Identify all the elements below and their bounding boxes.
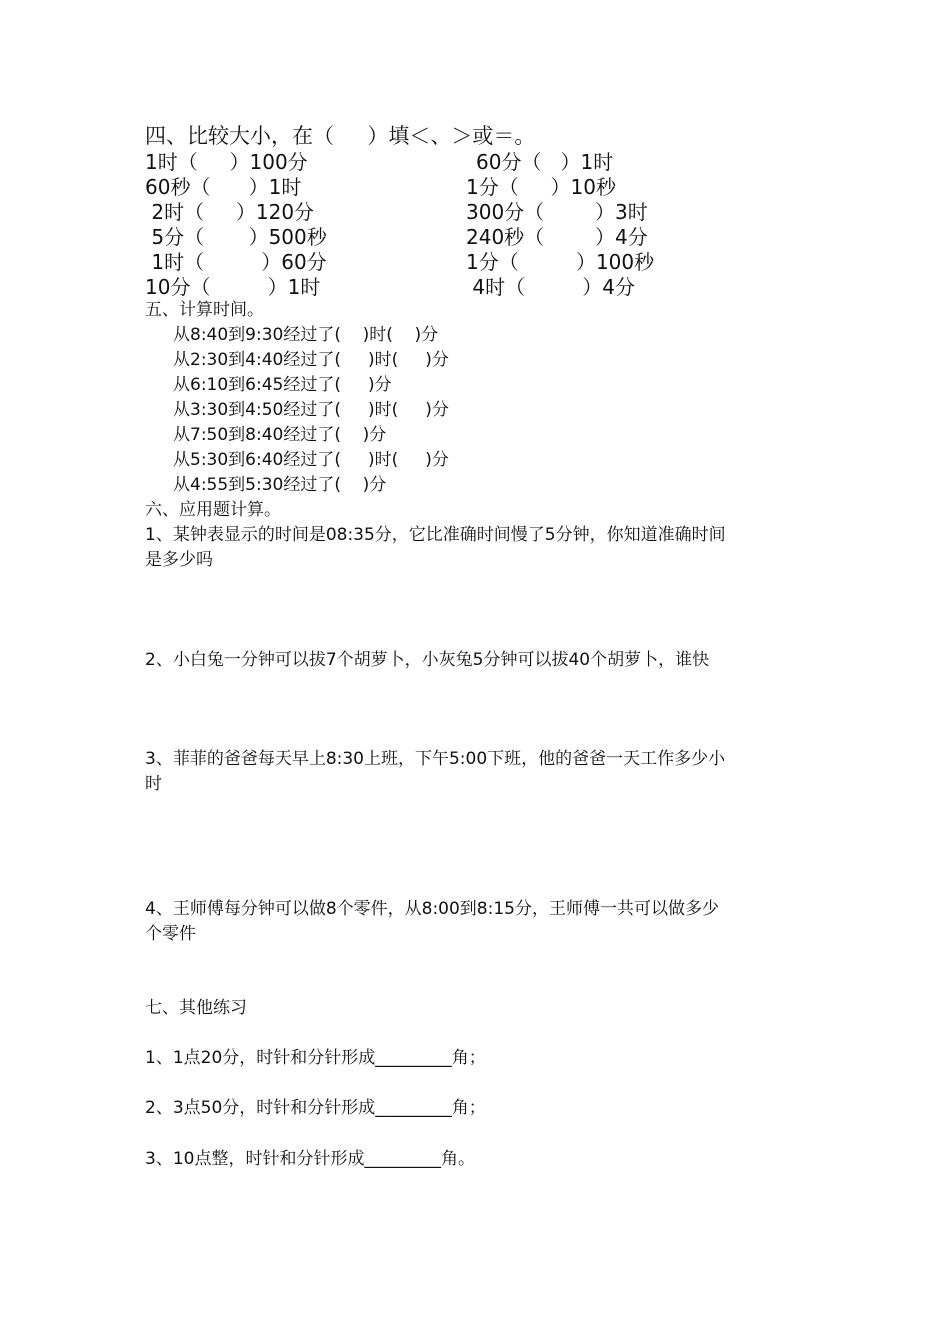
problem-4-line1: 4、王师傅每分钟可以做8个零件，从8:00到8:15分，王师傅一共可以做多少 [145,899,719,919]
time-item-6: 从5:30到6:40经过了( )时( )分 [173,450,449,470]
angle-item-1: 1、1点20分，时针和分针形成_________角； [145,1048,486,1068]
compare-left-3: 2时（ ）120分 [145,200,315,224]
compare-right-6: 4时（ ）4分 [466,275,636,299]
compare-left-6: 10分（ ）1时 [145,275,321,299]
time-item-7: 从4:55到5:30经过了( )分 [173,475,387,495]
compare-right-2: 1分（ ）10秒 [466,175,616,199]
compare-right-1: 60分（ ）1时 [476,150,614,174]
problem-1-line1: 1、某钟表显示的时间是08:35分，它比准确时间慢了5分钟，你知道准确时间 [145,525,726,545]
compare-left-1: 1时（ ）100分 [145,150,308,174]
compare-left-5: 1时（ ）60分 [145,250,327,274]
time-item-3: 从6:10到6:45经过了( )分 [173,375,392,395]
time-item-4: 从3:30到4:50经过了( )时( )分 [173,400,449,420]
compare-left-4: 5分（ ）500秒 [145,225,327,249]
compare-right-4: 240秒（ ）4分 [466,225,648,249]
angle-item-2: 2、3点50分，时针和分针形成_________角； [145,1098,486,1118]
problem-3-line1: 3、菲菲的爸爸每天早上8:30上班，下午5:00下班，他的爸爸一天工作多少小 [145,749,726,769]
compare-left-2: 60秒（ ）1时 [145,175,302,199]
section5-title: 五、计算时间。 [145,300,264,320]
time-item-5: 从7:50到8:40经过了( )分 [173,425,387,445]
angle-item-3: 3、10点整，时针和分针形成_________角。 [145,1149,475,1169]
problem-4-line2: 个零件 [145,924,196,944]
problem-3-line2: 时 [145,774,162,794]
section4-title: 四、比较大小，在（ ）填＜、＞或＝。 [145,124,536,148]
time-item-1: 从8:40到9:30经过了( )时( )分 [173,325,439,345]
compare-right-3: 300分（ ）3时 [466,200,648,224]
problem-1-line2: 是多少吗 [145,550,213,570]
section6-title: 六、应用题计算。 [145,500,281,520]
problem-2-line1: 2、小白兔一分钟可以拔7个胡萝卜，小灰兔5分钟可以拔40个胡萝卜，谁快 [145,650,710,670]
section7-title: 七、其他练习 [145,998,247,1018]
compare-right-5: 1分（ ）100秒 [466,250,655,274]
time-item-2: 从2:30到4:40经过了( )时( )分 [173,350,449,370]
